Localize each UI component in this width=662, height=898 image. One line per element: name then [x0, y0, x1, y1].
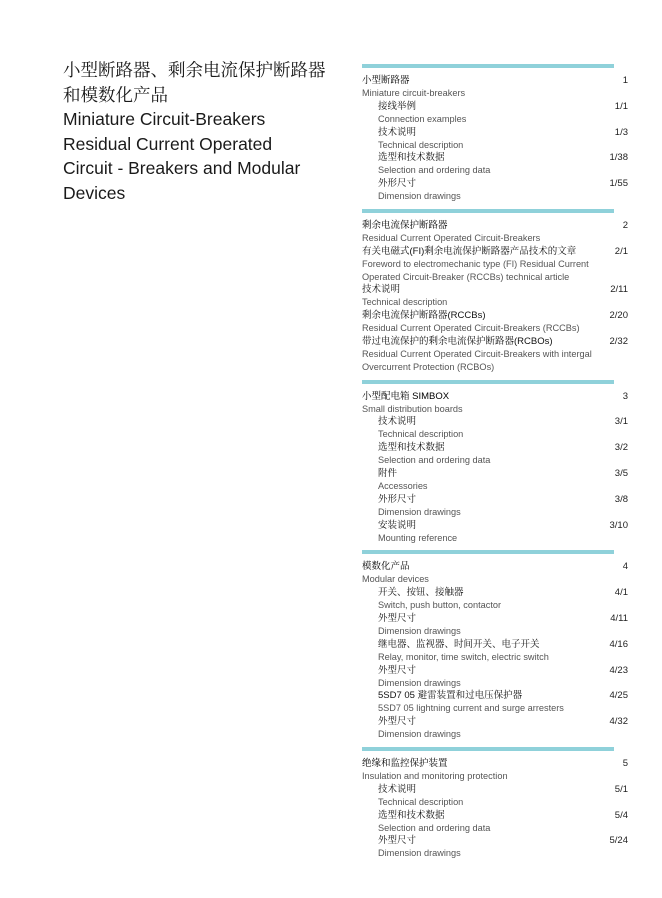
entry-title-en: Dimension drawings	[378, 729, 461, 740]
toc-entry[interactable]	[362, 100, 628, 126]
entry-title-zh: 外型尺寸	[378, 835, 417, 847]
section-number: 1	[622, 75, 628, 86]
section-heading	[362, 390, 628, 416]
section-heading	[362, 757, 628, 783]
section-title-en: Insulation and monitoring protection	[362, 770, 508, 781]
section-number: 3	[622, 390, 628, 402]
entry-page-number: 4/32	[609, 716, 628, 728]
section-divider-bar	[362, 380, 614, 384]
section-heading-row	[362, 74, 628, 87]
entry-page-number: 3/8	[614, 493, 628, 505]
entry-title-en: Dimension drawings	[378, 848, 461, 859]
entry-page-number: 3/5	[614, 467, 628, 479]
entry-title-zh: 开关、按钮、接触器	[378, 587, 464, 599]
toc-entry-row	[378, 612, 628, 625]
toc-entry[interactable]	[362, 809, 628, 835]
entry-page-number: 4/16	[609, 638, 628, 650]
entry-title-zh: 有关电磁式(FI)剩余电流保护断路器产品技术的文章	[362, 245, 577, 257]
entry-title-en: Foreword to electromechanic type (FI) Residual Current Operated Circuit-Breaker (RCCBs) technical article	[362, 258, 589, 282]
toc-entry-row	[378, 467, 628, 480]
toc-entry-row	[378, 493, 628, 506]
section-heading	[362, 560, 628, 586]
toc-entry[interactable]	[362, 664, 628, 690]
entry-title-zh: 技术说明	[362, 284, 401, 296]
section-number: 5	[622, 757, 628, 769]
section-heading	[362, 219, 628, 245]
section-heading-row	[362, 757, 628, 770]
toc-section	[362, 380, 628, 545]
toc-entry[interactable]	[362, 415, 628, 441]
entry-page-number: 2/20	[609, 310, 628, 322]
entry-title-en: Technical description	[362, 297, 448, 308]
entry-title-zh: 外型尺寸	[378, 612, 417, 624]
entry-title-zh: 安装说明	[378, 519, 417, 531]
entry-title-en: Accessories	[378, 480, 428, 491]
entry-page-number: 3/2	[614, 442, 628, 454]
toc-entry[interactable]	[362, 441, 628, 467]
entry-title-en: 5SD7 05 lightning current and surge arresters	[378, 703, 564, 714]
entry-title-en: Selection and ordering data	[378, 822, 491, 833]
toc-entry-row	[378, 151, 628, 164]
entry-title-en: Selection and ordering data	[378, 165, 491, 176]
section-divider-bar	[362, 64, 614, 68]
entry-page-number: 4/11	[610, 612, 628, 624]
entry-title-zh: 外型尺寸	[378, 664, 417, 676]
toc-entry[interactable]	[362, 638, 628, 664]
toc-entry-row	[362, 283, 628, 296]
entry-title-zh: 接线举例	[378, 100, 417, 112]
entry-title-en: Dimension drawings	[378, 506, 461, 517]
toc-entry[interactable]	[362, 689, 628, 715]
entry-page-number: 1/55	[609, 178, 628, 190]
entry-title-zh: 剩余电流保护断路器(RCCBs)	[362, 310, 486, 322]
toc-entry[interactable]	[362, 612, 628, 638]
entry-title-en: Residual Current Operated Circuit-Breakers (RCCBs)	[362, 323, 580, 334]
title-line: Residual Current Operated	[63, 133, 273, 154]
section-number: 2	[622, 219, 628, 231]
section-heading-row	[362, 560, 628, 573]
section-title-zh: 绝缘和监控保护装置	[362, 757, 448, 769]
entry-title-zh: 外形尺寸	[378, 178, 417, 190]
title-line: 和模数化产品	[63, 84, 168, 105]
toc-entry-row	[378, 100, 628, 113]
toc-entry[interactable]	[362, 126, 628, 152]
toc-entry[interactable]	[362, 335, 628, 374]
section-divider-bar	[362, 550, 614, 554]
section-title-zh: 小型配电箱 SIMBOX	[362, 390, 450, 402]
toc-entry-row	[378, 809, 628, 822]
section-heading	[362, 74, 628, 100]
section-title-en: Modular devices	[362, 574, 429, 585]
entry-title-zh: 附件	[378, 467, 398, 479]
entry-page-number: 1/1	[614, 100, 628, 112]
entry-title-zh: 带过电流保护的剩余电流保护断路器(RCBOs)	[362, 335, 553, 347]
section-title-en: Residual Current Operated Circuit-Breakers	[362, 232, 541, 243]
entry-title-en: Switch, push button, contactor	[378, 600, 502, 611]
entry-page-number: 2/1	[614, 245, 628, 257]
entry-title-zh: 技术说明	[378, 783, 417, 795]
toc-entry[interactable]	[362, 151, 628, 177]
entry-page-number: 5/1	[614, 783, 628, 795]
toc-entry[interactable]	[362, 519, 628, 545]
entry-title-zh: 选型和技术数据	[378, 442, 445, 454]
section-divider-bar	[362, 747, 614, 751]
toc-entry-row	[378, 126, 628, 139]
title-line: Miniature Circuit-Breakers	[63, 109, 266, 130]
entry-title-en: Connection examples	[378, 113, 467, 124]
entry-page-number: 2/11	[610, 284, 628, 296]
entry-page-number: 3/10	[609, 519, 628, 531]
entry-title-en: Selection and ordering data	[378, 455, 491, 466]
toc-entry[interactable]	[362, 309, 628, 335]
entry-page-number: 5/4	[614, 809, 628, 821]
section-title-en: Miniature circuit-breakers	[362, 88, 466, 98]
section-title-zh: 小型断路器	[362, 75, 410, 86]
entry-page-number: 2/32	[609, 335, 628, 347]
entry-title-en: Relay, monitor, time switch, electric switch	[378, 651, 549, 662]
toc-entry-row	[378, 664, 628, 677]
toc-entry-row	[378, 586, 628, 599]
section-title-zh: 模数化产品	[362, 561, 410, 573]
entry-title-zh: 选型和技术数据	[378, 152, 445, 164]
section-title-en: Small distribution boards	[362, 403, 463, 414]
entry-title-zh: 外形尺寸	[378, 493, 417, 505]
entry-title-en: Technical description	[378, 139, 464, 150]
entry-page-number: 1/3	[614, 126, 628, 138]
section-number: 4	[622, 561, 628, 573]
section-heading-row	[362, 219, 628, 232]
toc-entry-row	[378, 715, 628, 728]
toc-entry[interactable]	[362, 177, 628, 203]
toc-entry[interactable]	[362, 245, 628, 284]
entry-title-en: Residual Current Operated Circuit-Breakers with intergal Overcurrent Protection (RCBOs)	[362, 348, 592, 372]
toc-entry-row	[378, 638, 628, 651]
toc-entry-row	[378, 834, 628, 847]
entry-title-en: Dimension drawings	[378, 677, 461, 688]
toc-entry-row	[362, 309, 628, 322]
entry-title-zh: 选型和技术数据	[378, 809, 445, 821]
toc-section	[362, 209, 628, 374]
toc-section	[362, 64, 628, 203]
toc-entry-row	[378, 783, 628, 796]
toc-entry[interactable]	[362, 586, 628, 612]
entry-page-number: 4/1	[614, 587, 628, 599]
entry-page-number: 4/25	[609, 690, 628, 702]
toc-entry-row	[362, 335, 628, 348]
toc-entry-row	[378, 415, 628, 428]
toc-entry-row	[378, 441, 628, 454]
toc-section	[362, 550, 628, 741]
entry-title-zh: 外型尺寸	[378, 716, 417, 728]
section-title-zh: 剩余电流保护断路器	[362, 219, 448, 231]
entry-title-en: Technical description	[378, 796, 464, 807]
toc-entry[interactable]	[362, 834, 628, 860]
entry-page-number: 1/38	[609, 152, 628, 164]
toc-entry-row	[378, 519, 628, 532]
toc-entry-row	[378, 177, 628, 190]
toc-entry[interactable]	[362, 783, 628, 809]
entry-title-zh: 继电器、监视器、时间开关、电子开关	[378, 638, 540, 650]
section-heading-row	[362, 390, 628, 403]
entry-title-zh: 5SD7 05 避雷装置和过电压保护器	[378, 690, 523, 702]
toc-entry-row	[378, 689, 628, 702]
entry-page-number: 4/23	[609, 664, 628, 676]
document-title	[63, 58, 348, 206]
entry-title-zh: 技术说明	[378, 126, 417, 138]
entry-title-en: Dimension drawings	[378, 625, 461, 636]
title-line: Devices	[63, 182, 126, 203]
entry-title-en: Dimension drawings	[378, 191, 461, 202]
section-divider-bar	[362, 209, 614, 213]
toc-entry[interactable]	[362, 467, 628, 493]
title-line: Circuit - Breakers and Modular	[63, 158, 301, 179]
entry-title-zh: 技术说明	[378, 416, 417, 428]
toc-entry[interactable]	[362, 493, 628, 519]
title-line: 小型断路器、剩余电流保护断路器	[63, 60, 326, 80]
entry-page-number: 3/1	[614, 416, 628, 428]
table-of-contents	[362, 64, 628, 866]
toc-entry[interactable]	[362, 283, 628, 309]
toc-entry[interactable]	[362, 715, 628, 741]
toc-section	[362, 747, 628, 860]
toc-entry-row	[362, 245, 628, 258]
entry-title-en: Mounting reference	[378, 532, 458, 543]
entry-title-en: Technical description	[378, 429, 464, 440]
entry-page-number: 5/24	[609, 835, 628, 847]
